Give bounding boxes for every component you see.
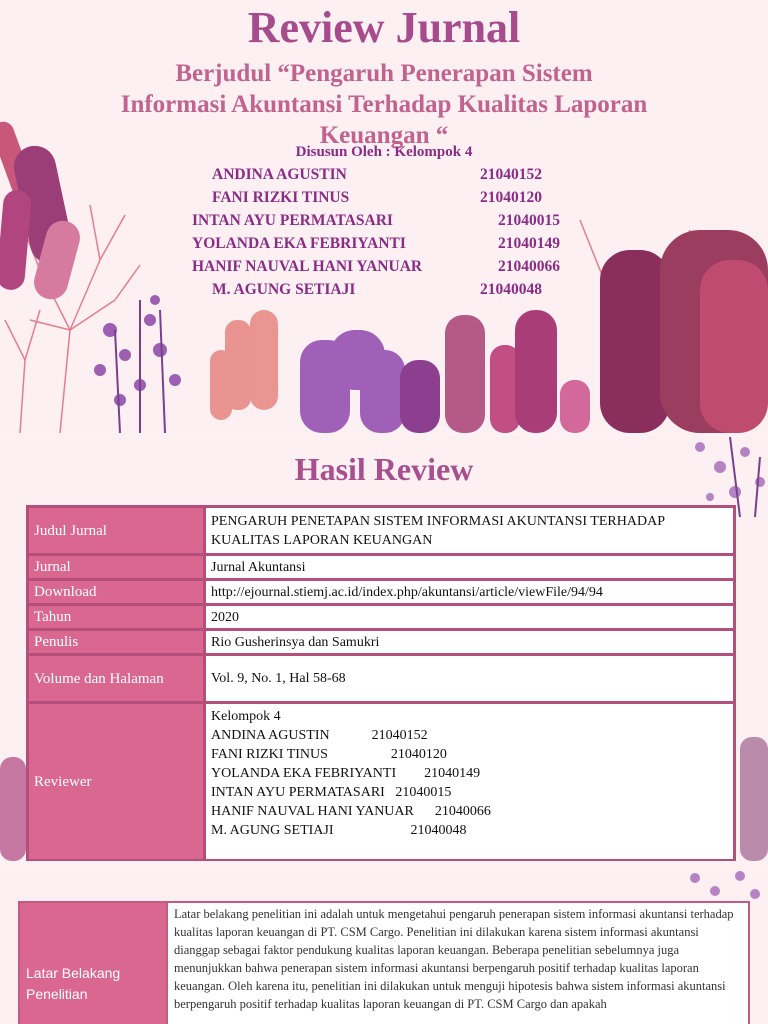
subtitle-line: Keuangan “ <box>319 122 449 149</box>
member-nim: 21040015 <box>498 212 560 229</box>
title-slide <box>0 0 768 433</box>
reviewer-line: ANDINA AGUSTIN 21040152 <box>211 728 428 743</box>
download-link[interactable]: http://ejournal.stiemj.ac.id/index.php/akuntansi/article/viewFile/94/94 <box>205 580 735 605</box>
row-value: 2020 <box>205 605 735 630</box>
row-label: Download <box>28 580 205 605</box>
section-title: Hasil Review <box>294 451 474 487</box>
reviewer-line: YOLANDA EKA FEBRIYANTI 21040149 <box>211 766 481 781</box>
table-row <box>28 580 735 605</box>
subtitle-line: Berjudul “Pengaruh Penerapan Sistem <box>175 60 593 87</box>
member-nim: 21040048 <box>480 281 542 298</box>
member-name: ANDINA AGUSTIN <box>212 166 347 183</box>
page-title: Review Jurnal <box>247 3 521 52</box>
row-value: Vol. 9, No. 1, Hal 58-68 <box>205 655 735 703</box>
member-nim: 21040152 <box>480 166 542 183</box>
background-slide <box>0 866 768 1024</box>
reviewer-line: INTAN AYU PERMATASARI 21040015 <box>211 785 452 800</box>
row-label: Judul Jurnal <box>28 507 205 555</box>
row-label: Tahun <box>28 605 205 630</box>
table-row <box>28 630 735 655</box>
reviewer-line: FANI RIZKI TINUS 21040120 <box>211 747 447 762</box>
journal-subtitle <box>40 58 728 151</box>
member-name: YOLANDA EKA FEBRIYANTI <box>192 235 406 252</box>
row-value: Rio Gusherinsya dan Samukri <box>205 630 735 655</box>
background-label: Latar Belakang Penelitian <box>20 903 168 1024</box>
member-nim: 21040149 <box>498 235 560 252</box>
table-row <box>28 605 735 630</box>
row-value: Jurnal Akuntansi <box>205 555 735 580</box>
row-label: Volume dan Halaman <box>28 655 205 703</box>
reviewer-line: Kelompok 4 <box>211 709 281 724</box>
member-nim: 21040066 <box>498 258 560 275</box>
reviewer-list <box>205 703 735 861</box>
author-byline: Disusun Oleh : Kelompok 4 <box>295 144 473 160</box>
review-result-slide <box>0 437 768 861</box>
row-value: PENGARUH PENETAPAN SISTEM INFORMASI AKUNTANSI TERHADAP KUALITAS LAPORAN KEUANGAN <box>205 507 735 555</box>
background-text: Latar belakang penelitian ini adalah untuk mengetahui pengaruh penerapan sistem informasi akuntansi terhadap kualitas laporan keuangan di PT. CSM Cargo. Penelitian ini dilakukan karena sistem informasi akuntansi dianggap sebagai faktor pendukung kualitas laporan keuangan. Beberapa penelitian sebelumnya juga menunjukkan bahwa penerapan sistem informasi akuntansi berpengaruh positif terhadap kualitas laporan keuangan. Oleh karena itu, penelitian ini dilakukan untuk menguji hipotesis bahwa sistem informasi akuntansi berpengaruh positif terhadap kualitas laporan keuangan di PT. CSM Cargo dan apakah <box>168 903 748 1024</box>
row-label: Jurnal <box>28 555 205 580</box>
background-panel <box>18 901 750 1024</box>
table-row <box>28 655 735 703</box>
member-name: M. AGUNG SETIAJI <box>212 281 356 298</box>
table-row <box>28 507 735 555</box>
member-name: FANI RIZKI TINUS <box>212 189 350 206</box>
table-row <box>28 555 735 580</box>
review-table <box>26 505 736 861</box>
reviewer-line: M. AGUNG SETIAJI 21040048 <box>211 823 467 838</box>
row-label: Reviewer <box>28 703 205 861</box>
member-name: INTAN AYU PERMATASARI <box>192 212 393 229</box>
subtitle-line: Informasi Akuntansi Terhadap Kualitas Laporan <box>120 91 648 118</box>
member-name: HANIF NAUVAL HANI YANUAR <box>192 258 423 275</box>
member-nim: 21040120 <box>480 189 542 206</box>
table-row <box>28 703 735 861</box>
reviewer-line: HANIF NAUVAL HANI YANUAR 21040066 <box>211 804 491 819</box>
row-label: Penulis <box>28 630 205 655</box>
